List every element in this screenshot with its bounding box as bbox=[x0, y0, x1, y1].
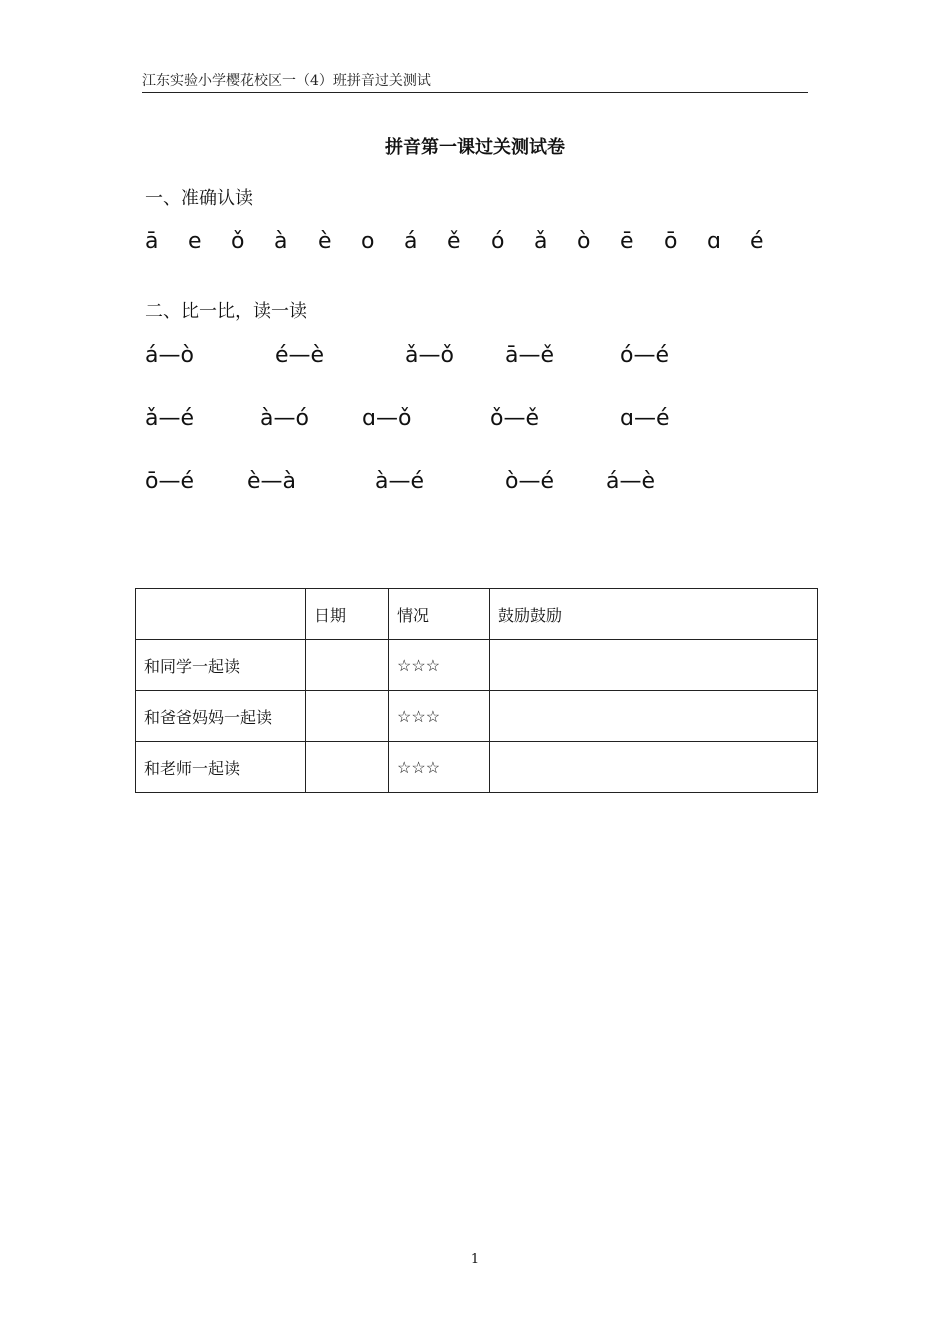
star-rating[interactable]: ☆☆☆ bbox=[389, 640, 490, 691]
table-row bbox=[136, 640, 818, 691]
pinyin-pair: á—ò bbox=[145, 343, 194, 368]
pinyin-item: ó bbox=[491, 229, 505, 254]
table-cell: 和同学一起读 bbox=[136, 640, 306, 691]
encouragement-cell[interactable] bbox=[490, 691, 818, 742]
pinyin-item: è bbox=[318, 229, 332, 254]
pinyin-pair: ó—é bbox=[620, 343, 669, 368]
pinyin-pair: à—é bbox=[375, 469, 425, 494]
table-cell: 和老师一起读 bbox=[136, 742, 306, 793]
pinyin-item: ɑ bbox=[707, 229, 721, 254]
pinyin-item: ò bbox=[577, 229, 591, 254]
page-title: 拼音第一课过关测试卷 bbox=[385, 137, 565, 158]
star-rating[interactable]: ☆☆☆ bbox=[389, 742, 490, 793]
pinyin-item: ǒ bbox=[231, 229, 245, 254]
pinyin-item: à bbox=[274, 229, 288, 254]
pinyin-pair: ǎ—é bbox=[145, 406, 195, 431]
pinyin-item: e bbox=[188, 229, 202, 254]
section-1-title: 一、准确认读 bbox=[145, 188, 253, 209]
pinyin-pair: ō—é bbox=[145, 469, 194, 494]
document-header: 江东实验小学樱花校区一（4）班拼音过关测试 bbox=[142, 70, 808, 93]
table-header-cell: 日期 bbox=[306, 589, 389, 640]
reading-record-table bbox=[135, 588, 818, 793]
table-header-cell: 鼓励鼓励 bbox=[490, 589, 818, 640]
pinyin-pair: ǎ—ǒ bbox=[405, 343, 454, 368]
pinyin-item: o bbox=[361, 229, 375, 254]
date-cell[interactable] bbox=[306, 742, 389, 793]
page-number: 1 bbox=[470, 1252, 480, 1267]
pinyin-pair: è—à bbox=[247, 469, 297, 494]
pinyin-pair: ɑ—é bbox=[620, 406, 670, 431]
pinyin-pair: ǒ—ě bbox=[490, 406, 539, 431]
pinyin-pair: ò—é bbox=[505, 469, 554, 494]
pinyin-pair: à—ó bbox=[260, 406, 309, 431]
encouragement-cell[interactable] bbox=[490, 742, 818, 793]
table-header-row bbox=[136, 589, 818, 640]
table-cell: 和爸爸妈妈一起读 bbox=[136, 691, 306, 742]
table-row bbox=[136, 742, 818, 793]
pinyin-item: ě bbox=[447, 229, 461, 254]
pinyin-item: á bbox=[404, 229, 418, 254]
pinyin-item: ē bbox=[620, 229, 634, 254]
section-2-title: 二、比一比，读一读 bbox=[145, 301, 307, 322]
date-cell[interactable] bbox=[306, 640, 389, 691]
encouragement-cell[interactable] bbox=[490, 640, 818, 691]
date-cell[interactable] bbox=[306, 691, 389, 742]
pinyin-pair: á—è bbox=[606, 469, 656, 494]
pinyin-item: ǎ bbox=[534, 229, 548, 254]
pinyin-pair: é—è bbox=[275, 343, 325, 368]
star-rating[interactable]: ☆☆☆ bbox=[389, 691, 490, 742]
table-row bbox=[136, 691, 818, 742]
pinyin-item: é bbox=[750, 229, 764, 254]
table-header-cell: 情况 bbox=[389, 589, 490, 640]
pinyin-item: ō bbox=[664, 229, 678, 254]
pinyin-pair: ā—ě bbox=[505, 343, 555, 368]
pinyin-pair: ɑ—ǒ bbox=[362, 406, 412, 431]
table-header-cell bbox=[136, 589, 306, 640]
pinyin-item: ā bbox=[145, 229, 159, 254]
